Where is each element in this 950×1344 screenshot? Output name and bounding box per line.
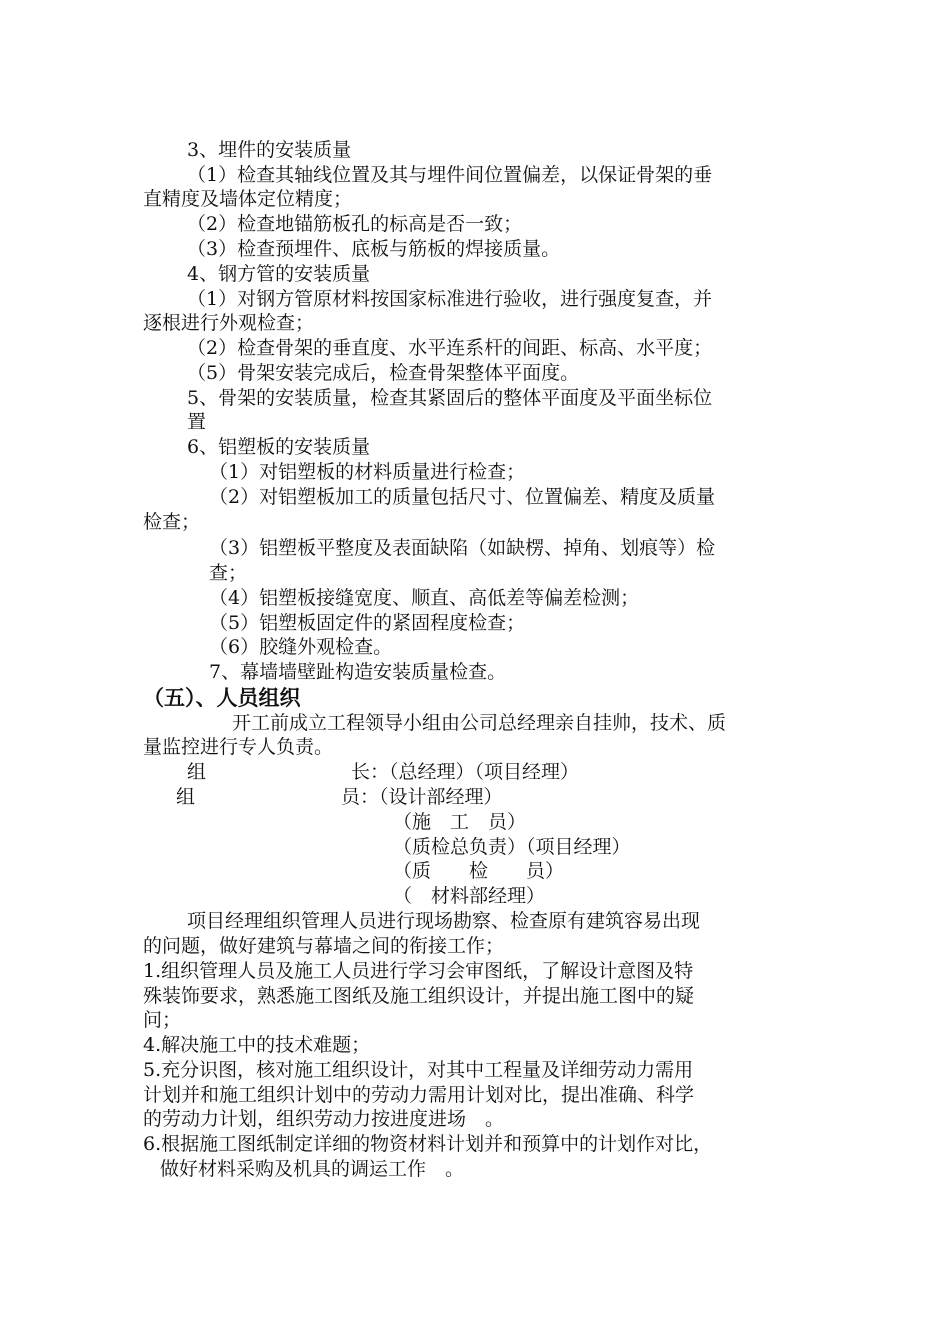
- text-line: （5）铝塑板固定件的紧固程度检查；: [209, 612, 526, 634]
- org-value: （质 检 员）: [393, 860, 565, 882]
- org-value: （ 材料部经理）: [393, 885, 546, 907]
- text-line: （3）铝塑板平整度及表面缺陷（如缺楞、掉角、划痕等）检: [209, 537, 716, 559]
- text-line: 直精度及墙体定位精度；: [143, 188, 353, 210]
- text-line: 6、铝塑板的安装质量: [187, 436, 371, 458]
- text-line: （1）检查其轴线位置及其与埋件间位置偏差，以保证骨架的垂: [187, 164, 713, 186]
- text-line: 检查；: [143, 511, 201, 533]
- text-line: 的劳动力计划，组织劳动力按进度进场 。: [143, 1108, 505, 1130]
- text-line: 项目经理组织管理人员进行现场勘察、检查原有建筑容易出现: [187, 910, 701, 932]
- text-line: 5、骨架的安装质量，检查其紧固后的整体平面度及平面坐标位: [187, 387, 713, 409]
- text-line: （1）对钢方管原材料按国家标准进行验收，进行强度复查，并: [187, 288, 713, 310]
- text-line: 5.充分识图，核对施工组织设计，对其中工程量及详细劳动力需用: [143, 1059, 694, 1081]
- text-line: 7、幕墙墙壁趾构造安装质量检查。: [209, 661, 507, 683]
- text-line: 4.解决施工中的技术难题；: [143, 1034, 371, 1056]
- text-line: （2）对铝塑板加工的质量包括尺寸、位置偏差、精度及质量: [209, 486, 716, 508]
- org-value: （施 工 员）: [393, 811, 527, 833]
- text-line: 置: [187, 411, 207, 433]
- text-line: 查；: [209, 562, 248, 584]
- text-line: 问；: [143, 1009, 182, 1031]
- org-value: （质检总负责）（项目经理）: [393, 836, 631, 858]
- text-line: （2）检查地锚筋板孔的标高是否一致；: [187, 213, 523, 235]
- text-line: （1）对铝塑板的材料质量进行检查；: [209, 461, 526, 483]
- text-line: 的问题，做好建筑与幕墙之间的衔接工作；: [143, 935, 505, 957]
- text-line: 量监控进行专人负责。: [143, 736, 334, 758]
- text-line: 殊装饰要求，熟悉施工图纸及施工组织设计，并提出施工图中的疑: [143, 985, 695, 1007]
- text-line: 逐根进行外观检查；: [143, 312, 315, 334]
- org-value: 员：（设计部经理）: [341, 786, 503, 808]
- org-label: 组: [176, 786, 196, 808]
- text-line: （4）铝塑板接缝宽度、顺直、高低差等偏差检测；: [209, 587, 640, 609]
- text-line: 1.组织管理人员及施工人员进行学习会审图纸，了解设计意图及特: [143, 960, 694, 982]
- text-line: 计划并和施工组织计划中的劳动力需用计划对比，提出准确、科学: [143, 1084, 695, 1106]
- org-value: 长：（总经理）（项目经理）: [351, 761, 580, 783]
- text-line: 开工前成立工程领导小组由公司总经理亲自挂帅，技术、质: [232, 712, 727, 734]
- text-line: 做好材料采购及机具的调运工作 。: [160, 1158, 465, 1180]
- text-line: （5）骨架安装完成后，检查骨架整体平面度。: [187, 362, 580, 384]
- org-label: 组: [187, 761, 207, 783]
- text-line: 3、埋件的安装质量: [187, 139, 352, 161]
- section-heading: （五）、人员组织: [143, 686, 301, 710]
- text-line: 6.根据施工图纸制定详细的物资材料计划并和预算中的计划作对比，: [143, 1133, 713, 1155]
- text-line: （2）检查骨架的垂直度、水平连系杆的间距、标高、水平度；: [187, 337, 713, 359]
- text-line: （6）胶缝外观检查。: [209, 636, 393, 658]
- text-line: （3）检查预埋件、底板与筋板的焊接质量。: [187, 238, 561, 260]
- text-line: 4、钢方管的安装质量: [187, 263, 371, 285]
